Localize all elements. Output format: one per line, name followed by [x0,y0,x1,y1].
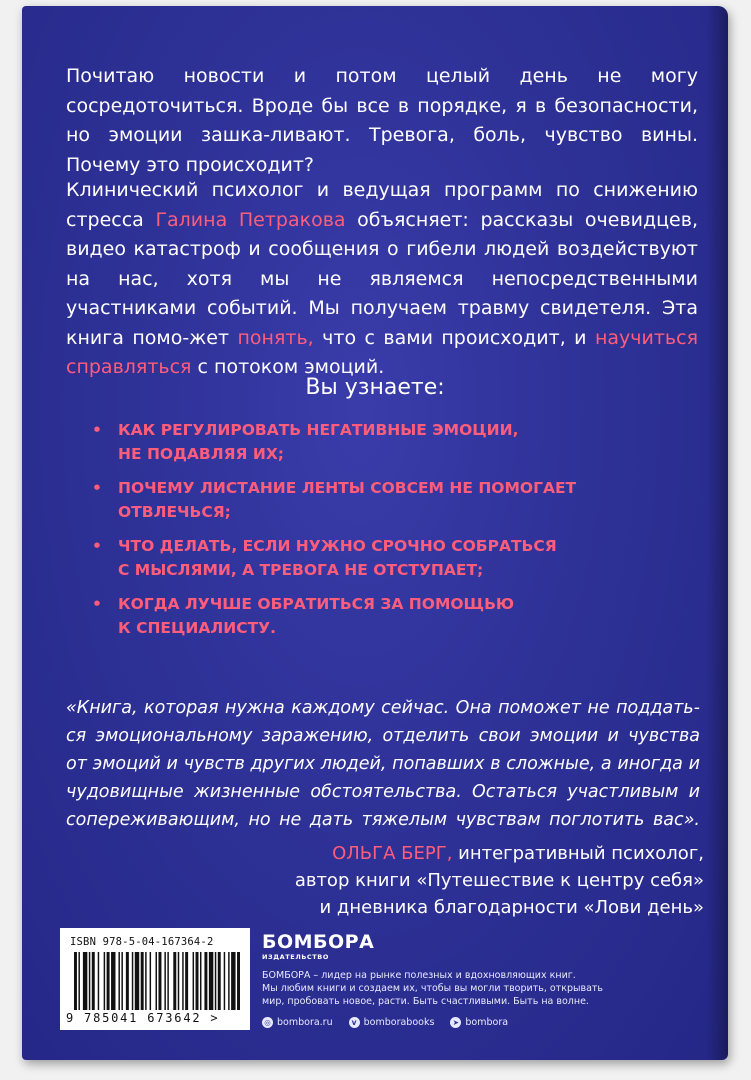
barcode-bar [156,952,157,1010]
barcode-bar [209,952,213,1010]
social-label: bomborabooks [363,1017,435,1028]
barcode-bar [107,952,110,1010]
social-label: bombora.ru [277,1017,333,1028]
barcode-bar [200,952,201,1010]
telegram-icon: ➤ [450,1017,461,1028]
barcode-bar [126,952,129,1010]
book-back-cover [22,6,728,1060]
description-text: с потоком эмоций. [191,356,385,378]
barcode-bar [204,952,207,1010]
learn-item [92,476,652,524]
vk-icon: v [349,1017,360,1028]
barcode-icon [74,952,240,1010]
publisher-description: БОМБОРА – лидер на рынке полезных и вдохновляющих книг. Мы любим книги и создаем их, чтобы вы могли творить, открывать мир, пробовать новое, расти. Быть счастливыми. Быть на волне. [262,970,604,1007]
barcode-bar [121,952,122,1010]
barcode-bar [89,952,90,1010]
social-link-telegram[interactable] [450,1016,508,1029]
publisher-logo-subtitle: ИЗДАТЕЛЬСТВО [262,953,329,961]
barcode-bar [193,952,194,1010]
barcode-bar [78,952,79,1010]
learn-item [92,592,652,640]
review-quote [66,694,700,834]
barcode-bar [164,952,165,1010]
description-paragraph [66,176,698,383]
barcode-bar [215,952,216,1010]
instagram-icon: ◎ [262,1017,273,1028]
attribution-line-3: и дневника благодарности «Лови день» [319,897,704,918]
bullet-icon: • [92,421,102,439]
barcode-bar [83,952,87,1010]
barcode-bar [135,952,139,1010]
highlight-cope: научиться справляться [66,326,698,378]
barcode-bar [132,952,133,1010]
attribution-line-1 [144,840,704,867]
barcode-bar [92,952,95,1010]
learn-item-text: ПОЧЕМУ ЛИСТАНИЕ ЛЕНТЫ СОВСЕМ НЕ ПОМОГАЕТ ОТВЛЕЧЬСЯ; [118,479,577,521]
barcode-bar [196,952,199,1010]
description-text: объясняет: рассказы очевидцев, видео катастроф и сообщения о гибели людей воздействуют на нас, хотя мы не являемся непосредственными участниками событий. Мы получаем травму свидетеля. Эта книга помо-жет [66,208,698,349]
barcode-bar [173,952,176,1010]
description-text: что с вами происходит, и [313,326,595,349]
learn-list [92,418,652,650]
barcode-bar [228,952,229,1010]
intro-paragraph [66,62,698,180]
reviewer-role: интегративный психолог, [452,843,704,864]
cover-edge-shadow [706,6,728,1060]
bullet-icon: • [92,479,102,497]
barcode-bar [141,952,144,1010]
learn-item-text: ЧТО ДЕЛАТЬ, ЕСЛИ НУЖНО СРОЧНО СОБРАТЬСЯ С МЫСЛЯМИ, А ТРЕВОГА НЕ ОТСТУПАЕТ; [118,537,557,579]
barcode-bar [167,952,168,1010]
barcode-bar [178,952,179,1010]
publisher-block [262,932,702,1029]
barcode-bar [104,952,105,1010]
isbn-number: ISBN 978-5-04-167364-2 [70,936,214,948]
learn-item [92,534,652,582]
barcode-bar [185,952,188,1010]
barcode-bar [98,952,99,1010]
attribution-line-2: автор книги «Путешествие к центру себя» [294,870,704,891]
barcode-bar [218,952,221,1010]
reviewer-name: ОЛЬГА БЕРГ, [332,843,453,864]
barcode-bar [224,952,225,1010]
social-link-site[interactable] [262,1016,333,1029]
description-text: Клинический психолог и ведущая программ по снижению стресса [66,179,698,231]
barcode-bar [118,952,119,1010]
intro-text: Почитаю новости и потом целый день не могу сосредоточиться. Вроде бы все в порядке, я в безопасности, но эмоции зашка-ливают. Тревога, боль, чувство вины. Почему это происходит? [66,65,698,176]
bullet-icon: • [92,537,102,555]
publisher-socials [262,1016,702,1029]
author-name: Галина Петракова [155,208,346,231]
learn-item-text: КАК РЕГУЛИРОВАТЬ НЕГАТИВНЫЕ ЭМОЦИИ, НЕ ПОДАВЛЯЯ ИХ; [118,421,519,463]
learn-item-text: КОГДА ЛУЧШЕ ОБРАТИТЬСЯ ЗА ПОМОЩЬЮ К СПЕЦИАЛИСТУ. [118,595,515,637]
barcode-bar [231,952,235,1010]
social-label: bombora [465,1017,509,1028]
barcode-bar [237,952,240,1010]
quote-attribution [144,840,704,921]
barcode-bar [74,952,77,1010]
barcode-block [60,928,250,1030]
barcode-digits: 9 785041 673642 > [66,1011,220,1025]
barcode-bar [158,952,161,1010]
barcode-bar [145,952,146,1010]
barcode-bar [150,952,151,1010]
social-link-vk[interactable] [349,1016,435,1029]
barcode-bar [111,952,115,1010]
learn-heading: Вы узнаете: [305,375,445,400]
barcode-bar [182,952,183,1010]
quote-text: «Книга, которая нужна каждому сейчас. Она поможет не поддать-ся эмоциональному заражению, отделить свои эмоции и чувства от эмоций и чувств других людей, попавших в сложные, а иногда и чудовищные жизненные обстоятельства. Остаться участливым и сопереживающим, но не дать тяжелым чувствам поглотить вас». [66,698,700,830]
publisher-logo: БОМБОРА [262,931,375,953]
highlight-understand: понять, [237,326,314,349]
bullet-icon: • [92,595,102,613]
learn-item [92,418,652,466]
